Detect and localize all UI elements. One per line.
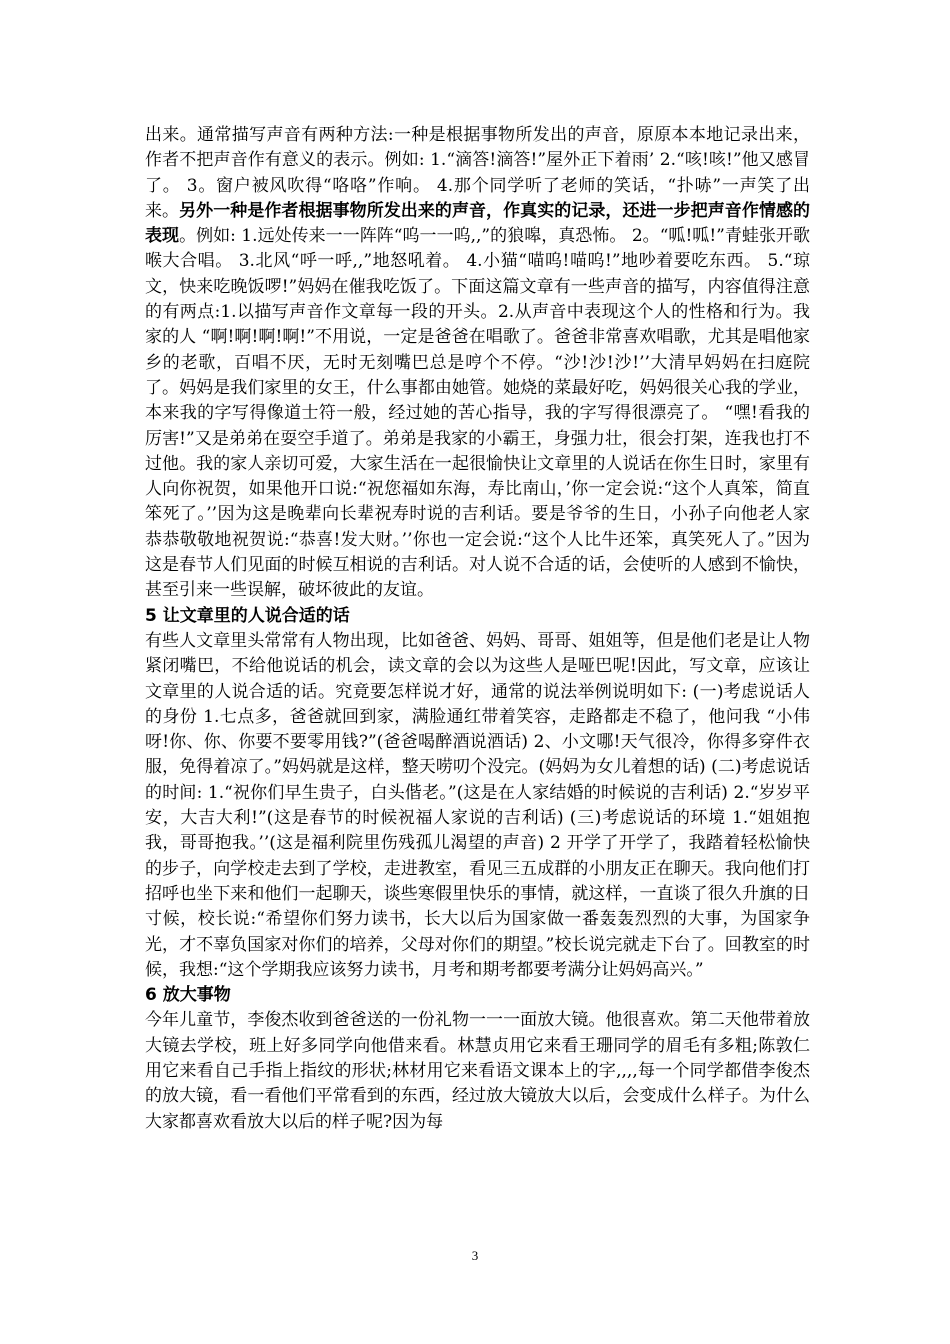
paragraph-section-5: 有些人文章里头常常有人物出现，比如爸爸、妈妈、哥哥、姐姐等，但是他们老是让人物紧闭嘴巴，不给他说话的机会，读文章的会以为这些人是哑巴呢!因此，写文章，应该让文章里的人说合适的话。究竟要怎样说才好，通常的说法举例说明如下: (一)考虑说话人的身份 1.七点多，爸爸就回到家，满脸通红带着笑容，走路都走不稳了，他问我 “小伟呀!你、你、你要不要零用钱?”(爸爸喝醉酒说酒话) 2、小文哪!天气很冷，你得多穿件衣服，免得着凉了。”妈妈就是这样，整天唠叨个没完。(妈妈为女儿着想的话) (二)考虑说话的时间: 1.“祝你们早生贵子，白头偕老。”(这是在人家结婚的时候说的吉利话) 2.“岁岁平安，大吉大利!”(这是春节的时候祝福人家说的吉利话) (三)考虑说话的环境 1.“姐姐抱我，哥哥抱我。’’(这是福利院里伤残孤儿渴望的声音) 2 开学了开学了，我踏着轻松愉快的步子，向学校走去到了学校，走进教室，看见三五成群的小朋友正在聊天。我向他们打招呼也坐下来和他们一起聊天，谈些寒假里快乐的事情，就这样，一直谈了很久升旗的日寸候，校长说:“希望你们努力读书，长大以后为国家做一番轰轰烈烈的大事，为国家争光，才不辜负国家对你们的培养，父母对你们的期望。”校长说完就走下台了。回教室的时候，我想:“这个学期我应该努力读书，月考和期考都要考满分让妈妈高兴。”	[145, 630, 810, 980]
section-heading-5: 5 让文章里的人说合适的话	[145, 605, 350, 626]
paragraph-sound-description	[145, 123, 810, 604]
paragraph-bold-emphasis: 另外一种是作者根据事物所发出来的声音，作真实的记录，还进一步把声音作情感的表现	[145, 200, 811, 247]
page-number: 3	[471, 1248, 479, 1263]
paragraph-text-part1: 出来。通常描写声音有两种方法:一种是根据事物所发出的声音，原原本本地记录出来，作者不把声音作有意义的表示。例如: 1.“滴答!滴答!”屋外正下着雨’ 2.“咳!咳!”他又感冒了。 3。窗户被风吹得“咯咯”作响。 4.那个同学听了老师的笑话，“扑哧”一声笑了出来。	[145, 125, 810, 221]
paragraph-text-part2: 。例如: 1.远处传来一一阵阵“呜一一呜,,”的狼嗥，真恐怖。 2。“呱!呱!”青蛙张开歌喉大合唱。 3.北风“呼一呼,,”地怒吼着。 4.小猫“喵呜!喵呜!”地吵着要吃东西。 5.“琼文，快来吃晚饭啰!”妈妈在催我吃饭了。下面这篇文章有一些声音的描写，内容值得注意的有两点:1.以描写声音作文章每一段的开头。2.从声音中表现这个人的性格和行为。我家的人 “啊!啊!啊!啊!”不用说，一定是爸爸在唱歌了。爸爸非常喜欢唱歌，尤其是唱他家乡的老歌，百唱不厌，无时无刻嘴巴总是哼个不停。“沙!沙!沙!’’大清早妈妈在扫庭院了。妈妈是我们家里的女王，什么事都由她管。她烧的菜最好吃，妈妈很关心我的学业，本来我的字写得像道士符一般，经过她的苦心指导，我的字写得很漂亮了。 “嘿!看我的厉害!”又是弟弟在耍空手道了。弟弟是我家的小霸王，身强力壮，很会打架，连我也打不过他。我的家人亲切可爱，大家生活在一起很愉快让文章里的人说话在你生日时，家里有人向你祝贺，如果他开口说:“祝您福如东海，寿比南山，’你一定会说:“这个人真笨，简直笨死了。’’因为这是晚辈向长辈祝寿时说的吉利话。要是爷爷的生日，小孙子向他老人家恭恭敬敬地祝贺说:“恭喜!发大财。’’你也一定会说:“这个人比牛还笨，真笑死人了。”因为这是春节人们见面的时候互相说的吉利话。对人说不合适的话，会使听的人感到不愉快，甚至引来一些误解，破坏彼此的友谊。	[145, 226, 810, 601]
document-body	[145, 123, 810, 1135]
section-heading-6: 6 放大事物	[145, 985, 231, 1006]
paragraph-section-6: 今年儿童节，李俊杰收到爸爸送的一份礼物一一一面放大镜。他很喜欢。第二天他带着放大镜去学校，班上好多同学向他借来看。林慧贞用它来看王珊同学的眉毛有多粗;陈敦仁用它来看自己手指上指纹的形状;林材用它来看语文课本上的字,,,,每一个同学都借李俊杰的放大镜，看一看他们平常看到的东西，经过放大镜放大以后，会变成什么样子。为什么大家都喜欢看放大以后的样子呢?因为每	[145, 1010, 810, 1132]
